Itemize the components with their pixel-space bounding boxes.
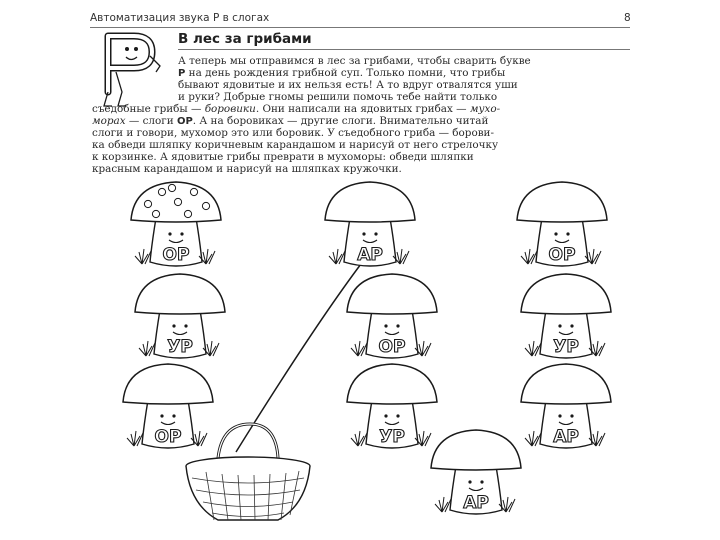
- mushroom[interactable]: [521, 274, 611, 358]
- cap-spot: [184, 210, 191, 217]
- grass-icon: [329, 249, 345, 264]
- grass-icon: [139, 341, 155, 356]
- grass-icon: [127, 431, 143, 446]
- syllable-label: ОР: [548, 245, 576, 265]
- mushroom[interactable]: [521, 364, 611, 448]
- mushroom-cap[interactable]: [123, 364, 213, 404]
- syllable-label: ОР: [378, 337, 406, 357]
- instruction-line-10: красным карандашом и нарисуй на шляпках кружочки.: [92, 163, 402, 175]
- cap-spot: [168, 184, 175, 191]
- grass-icon: [525, 341, 541, 356]
- mushroom[interactable]: [325, 182, 415, 266]
- mushroom-cap[interactable]: [325, 182, 415, 222]
- mushroom[interactable]: [347, 274, 437, 358]
- cap-spot: [202, 202, 209, 209]
- syllable-label: УР: [379, 427, 405, 447]
- instruction-line-2: Р на день рождения грибной суп. Только помни, что грибы: [178, 67, 506, 79]
- cap-spot: [158, 188, 165, 195]
- page-number: 8: [624, 12, 631, 24]
- mushroom-cap[interactable]: [517, 182, 607, 222]
- cap-spot: [190, 188, 197, 195]
- syllable-label: ОР: [162, 245, 190, 265]
- mushroom-cap[interactable]: [135, 274, 225, 314]
- mushroom-cap[interactable]: [521, 364, 611, 404]
- instruction-line-9: к корзинке. А ядовитые грибы преврати в мухоморы: обведи шляпки: [92, 151, 474, 163]
- instruction-line-7: слоги и говори, мухомор это или боровик. У съедобного гриба — борови-: [92, 127, 494, 139]
- cap-spot: [152, 210, 159, 217]
- mushroom[interactable]: [517, 182, 607, 266]
- cap-spot: [174, 198, 181, 205]
- instruction-line-1: А теперь мы отправимся в лес за грибами, чтобы сварить букве: [178, 55, 531, 67]
- mushroom[interactable]: [347, 364, 437, 448]
- syllable-label: УР: [553, 337, 579, 357]
- page-title: В лес за грибами: [178, 31, 312, 47]
- mushroom[interactable]: [123, 364, 213, 448]
- grass-icon: [521, 249, 537, 264]
- syllable-label: УР: [167, 337, 193, 357]
- instruction-line-8: ка обведи шляпку коричневым карандашом и нарисуй от него стрелочку: [92, 139, 499, 151]
- mushroom-cap[interactable]: [347, 274, 437, 314]
- syllable-label: АР: [357, 245, 383, 265]
- instruction-line-3: бывают ядовитые и их нельзя есть! А то вдруг отвалятся уши: [178, 79, 518, 91]
- mushroom-cap[interactable]: [521, 274, 611, 314]
- grass-icon: [525, 431, 541, 446]
- cap-spot: [144, 200, 151, 207]
- syllable-label: ОР: [154, 427, 182, 447]
- mushroom-cap[interactable]: [347, 364, 437, 404]
- grass-icon: [351, 431, 367, 446]
- instruction-line-4: и руки? Добрые гномы решили помочь тебе найти только: [178, 91, 498, 103]
- instruction-line-5: съедобные грибы — боровики. Они написали на ядовитых грибах — мухо-: [92, 103, 501, 115]
- grass-icon: [435, 497, 451, 512]
- instruction-line-6: морах — слоги ОР. А на боровиках — другие слоги. Внимательно читай: [92, 115, 489, 127]
- grass-icon: [351, 341, 367, 356]
- running-title: Автоматизация звука Р в слогах: [90, 12, 270, 24]
- mushroom-cap[interactable]: [431, 430, 521, 470]
- mushroom[interactable]: [135, 274, 225, 358]
- arrow-to-basket: [236, 256, 367, 452]
- mushroom[interactable]: [431, 430, 521, 514]
- syllable-label: АР: [463, 493, 489, 513]
- grass-icon: [135, 249, 151, 264]
- mushroom[interactable]: [131, 182, 221, 266]
- syllable-label: АР: [553, 427, 579, 447]
